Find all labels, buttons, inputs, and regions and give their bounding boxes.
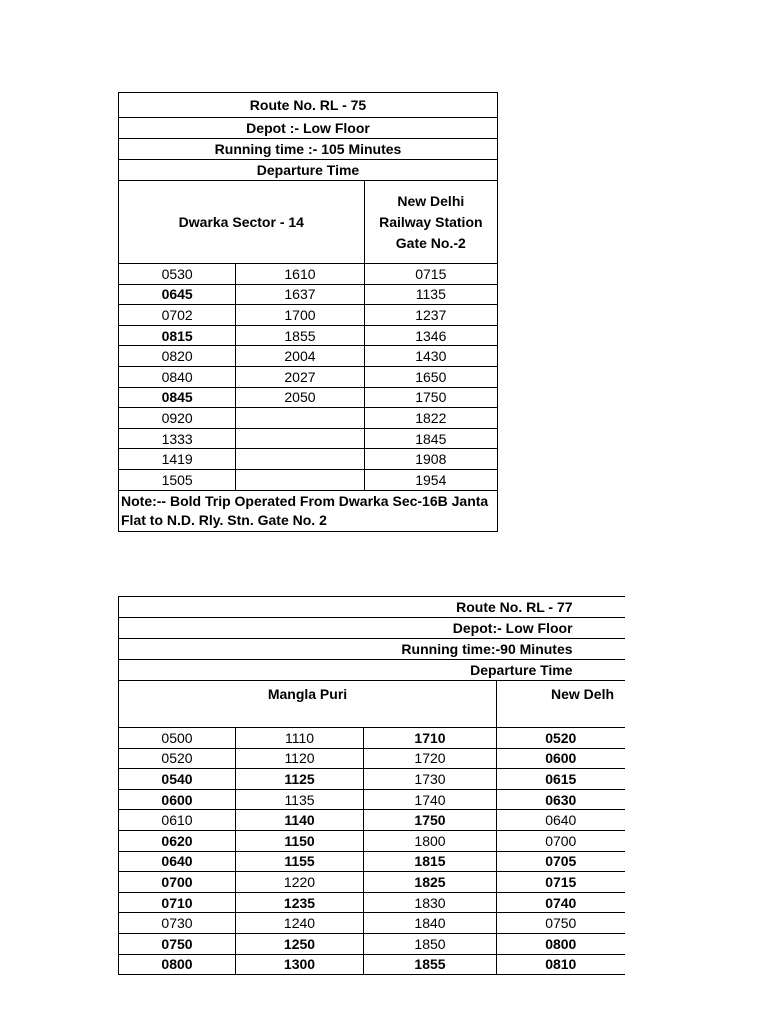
table-row — [119, 264, 498, 285]
route-75-running-time: Running time :- 105 Minutes — [119, 139, 498, 160]
time-cell: 1220 — [236, 872, 364, 893]
time-cell: 0520 — [497, 728, 625, 749]
time-cell: 0750 — [119, 933, 236, 954]
table-row — [119, 346, 498, 367]
table-row — [119, 892, 625, 913]
route-75-note: Note:-- Bold Trip Operated From Dwarka Sec-16B Janta Flat to N.D. Rly. Stn. Gate No. 2 — [121, 492, 489, 528]
route-77-depot: Depot:- Low Floor — [119, 618, 625, 639]
time-cell — [236, 428, 364, 449]
time-cell: 0800 — [119, 954, 236, 975]
table-row — [119, 830, 625, 851]
time-cell: 1610 — [236, 264, 364, 285]
time-cell: 1730 — [364, 769, 497, 790]
time-cell: 1840 — [364, 913, 497, 934]
time-cell — [236, 449, 364, 470]
time-cell: 1855 — [364, 954, 497, 975]
time-cell: 0620 — [119, 830, 236, 851]
time-cell: 1700 — [236, 305, 364, 326]
time-cell: 1740 — [364, 789, 497, 810]
route-77-from-header: Mangla Puri — [119, 681, 497, 728]
time-cell: 0702 — [119, 305, 236, 326]
time-cell: 0730 — [119, 913, 236, 934]
time-cell: 1135 — [364, 284, 497, 305]
time-cell: 0840 — [119, 366, 236, 387]
time-cell: 1430 — [364, 346, 497, 367]
time-cell: 0615 — [497, 769, 625, 790]
time-cell: 1110 — [236, 728, 364, 749]
table-row — [119, 408, 498, 429]
time-cell: 0750 — [497, 913, 625, 934]
time-cell: 0815 — [119, 325, 236, 346]
time-cell: 1419 — [119, 449, 236, 470]
time-cell: 1825 — [364, 872, 497, 893]
time-cell: 0710 — [119, 892, 236, 913]
table-row — [119, 305, 498, 326]
table-row — [119, 810, 625, 831]
time-cell: 0530 — [119, 264, 236, 285]
time-cell: 1155 — [236, 851, 364, 872]
route-77-departure-label: Departure Time — [119, 660, 625, 681]
time-cell: 0700 — [119, 872, 236, 893]
table-row — [119, 284, 498, 305]
time-cell: 1954 — [364, 469, 497, 490]
time-cell: 1750 — [364, 810, 497, 831]
time-cell: 1150 — [236, 830, 364, 851]
time-cell: 0800 — [497, 933, 625, 954]
time-cell: 0520 — [119, 748, 236, 769]
time-cell: 1815 — [364, 851, 497, 872]
table-row — [119, 789, 625, 810]
time-cell: 1650 — [364, 366, 497, 387]
table-row — [119, 913, 625, 934]
time-cell: 0640 — [497, 810, 625, 831]
time-cell: 0715 — [364, 264, 497, 285]
time-cell: 1250 — [236, 933, 364, 954]
time-cell: 1720 — [364, 748, 497, 769]
table-row — [119, 387, 498, 408]
route-75-departure-label: Departure Time — [119, 160, 498, 181]
time-cell: 0700 — [497, 830, 625, 851]
table-row — [119, 851, 625, 872]
time-cell: 2050 — [236, 387, 364, 408]
time-cell: 0645 — [119, 284, 236, 305]
time-cell: 2027 — [236, 366, 364, 387]
time-cell: 1845 — [364, 428, 497, 449]
time-cell: 0610 — [119, 810, 236, 831]
time-cell: 0500 — [119, 728, 236, 749]
time-cell: 1830 — [364, 892, 497, 913]
time-cell: 1333 — [119, 428, 236, 449]
time-cell: 1750 — [364, 387, 497, 408]
time-cell: 0705 — [497, 851, 625, 872]
time-cell: 1237 — [364, 305, 497, 326]
route-75-timetable — [118, 92, 498, 532]
time-cell: 1346 — [364, 325, 497, 346]
time-cell: 1120 — [236, 748, 364, 769]
table-row — [119, 325, 498, 346]
time-cell: 1710 — [364, 728, 497, 749]
time-cell: 0540 — [119, 769, 236, 790]
time-cell: 1135 — [236, 789, 364, 810]
time-cell: 1850 — [364, 933, 497, 954]
time-cell: 1125 — [236, 769, 364, 790]
time-cell: 0740 — [497, 892, 625, 913]
table-row — [119, 748, 625, 769]
time-cell: 0630 — [497, 789, 625, 810]
time-cell: 0640 — [119, 851, 236, 872]
time-cell: 0845 — [119, 387, 236, 408]
route-77-title: Route No. RL - 77 — [119, 597, 625, 618]
table-row — [119, 954, 625, 975]
route-77-running-time: Running time:-90 Minutes — [119, 639, 625, 660]
time-cell: 1140 — [236, 810, 364, 831]
time-cell: 1300 — [236, 954, 364, 975]
route-75-title: Route No. RL - 75 — [119, 93, 498, 118]
table-row — [119, 449, 498, 470]
time-cell: 1240 — [236, 913, 364, 934]
time-cell: 1800 — [364, 830, 497, 851]
table-row — [119, 366, 498, 387]
time-cell: 0600 — [497, 748, 625, 769]
table-row — [119, 769, 625, 790]
time-cell: 1505 — [119, 469, 236, 490]
table-row — [119, 469, 498, 490]
time-cell: 1908 — [364, 449, 497, 470]
table-row — [119, 933, 625, 954]
time-cell: 1637 — [236, 284, 364, 305]
time-cell: 0810 — [497, 954, 625, 975]
route-75-depot: Depot :- Low Floor — [119, 118, 498, 139]
time-cell: 0820 — [119, 346, 236, 367]
time-cell — [236, 469, 364, 490]
time-cell: 0715 — [497, 872, 625, 893]
route-75-from-header: Dwarka Sector - 14 — [119, 181, 365, 264]
time-cell — [236, 408, 364, 429]
table-row — [119, 872, 625, 893]
time-cell: 1822 — [364, 408, 497, 429]
route-77-timetable — [118, 596, 625, 975]
time-cell: 1855 — [236, 325, 364, 346]
route-77-to-header: New Delh — [497, 681, 625, 728]
table-row — [119, 428, 498, 449]
time-cell: 0600 — [119, 789, 236, 810]
table-row — [119, 728, 625, 749]
time-cell: 0920 — [119, 408, 236, 429]
time-cell: 2004 — [236, 346, 364, 367]
route-75-to-header: New Delhi Railway Station Gate No.-2 — [364, 181, 497, 264]
time-cell: 1235 — [236, 892, 364, 913]
